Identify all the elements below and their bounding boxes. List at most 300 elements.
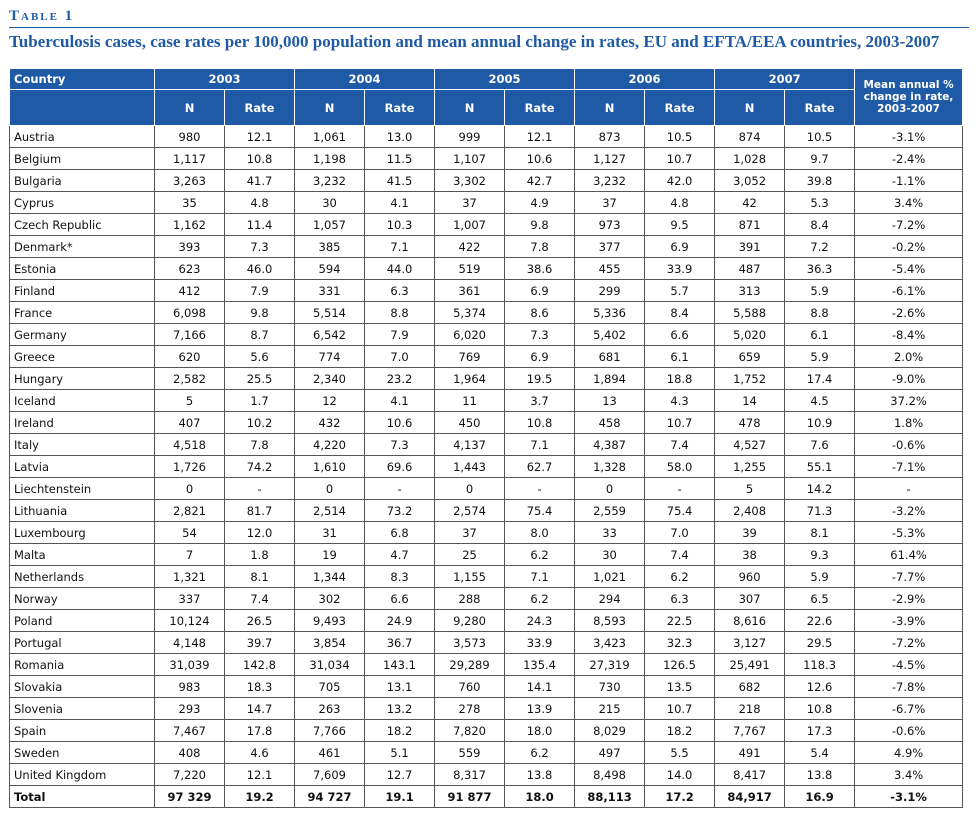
table-row xyxy=(10,654,963,676)
cell-n-2007: 5 xyxy=(715,478,785,500)
cell-rate-2004: 18.2 xyxy=(365,720,435,742)
cell-rate-2003: 12.0 xyxy=(225,522,295,544)
cell-n-2004: 30 xyxy=(295,192,365,214)
cell-n-2007: 3,052 xyxy=(715,170,785,192)
cell-rate-2006: 13.5 xyxy=(645,676,715,698)
cell-n-2004: 2,514 xyxy=(295,500,365,522)
cell-n-2006: 37 xyxy=(575,192,645,214)
cell-n-2006: 3,423 xyxy=(575,632,645,654)
cell-n-2005: 0 xyxy=(435,478,505,500)
table-row xyxy=(10,214,963,236)
cell-n-2007: 478 xyxy=(715,412,785,434)
table-row xyxy=(10,676,963,698)
cell-n-2007: 42 xyxy=(715,192,785,214)
cell-country: Romania xyxy=(10,654,155,676)
cell-rate-2003: 7.9 xyxy=(225,280,295,302)
cell-n-2004: 6,542 xyxy=(295,324,365,346)
total-cell-rate-2006: 17.2 xyxy=(645,786,715,808)
cell-n-2005: 278 xyxy=(435,698,505,720)
cell-n-2006: 1,021 xyxy=(575,566,645,588)
cell-rate-2006: 6.2 xyxy=(645,566,715,588)
cell-mean-change: -2.9% xyxy=(855,588,963,610)
cell-n-2003: 620 xyxy=(155,346,225,368)
cell-n-2003: 6,098 xyxy=(155,302,225,324)
cell-country: Malta xyxy=(10,544,155,566)
cell-rate-2003: 9.8 xyxy=(225,302,295,324)
cell-rate-2003: 8.1 xyxy=(225,566,295,588)
cell-rate-2007: 10.9 xyxy=(785,412,855,434)
cell-country: Estonia xyxy=(10,258,155,280)
table-row xyxy=(10,148,963,170)
table-label: Table 1 xyxy=(9,8,75,24)
cell-rate-2003: 5.6 xyxy=(225,346,295,368)
cell-rate-2004: 6.6 xyxy=(365,588,435,610)
cell-rate-2003: 10.2 xyxy=(225,412,295,434)
cell-n-2007: 14 xyxy=(715,390,785,412)
cell-rate-2003: 7.8 xyxy=(225,434,295,456)
cell-n-2006: 973 xyxy=(575,214,645,236)
table-row xyxy=(10,610,963,632)
cell-mean-change: -7.2% xyxy=(855,214,963,236)
cell-n-2004: 432 xyxy=(295,412,365,434)
cell-n-2005: 1,155 xyxy=(435,566,505,588)
cell-rate-2003: 25.5 xyxy=(225,368,295,390)
cell-n-2006: 8,593 xyxy=(575,610,645,632)
cell-mean-change: - xyxy=(855,478,963,500)
cell-rate-2005: 135.4 xyxy=(505,654,575,676)
table-row xyxy=(10,302,963,324)
cell-n-2004: 31 xyxy=(295,522,365,544)
cell-mean-change: -2.4% xyxy=(855,148,963,170)
cell-rate-2006: 18.8 xyxy=(645,368,715,390)
cell-n-2005: 9,280 xyxy=(435,610,505,632)
cell-n-2003: 980 xyxy=(155,126,225,148)
table-row xyxy=(10,500,963,522)
cell-rate-2003: 10.8 xyxy=(225,148,295,170)
cell-rate-2003: 12.1 xyxy=(225,126,295,148)
cell-rate-2004: 8.8 xyxy=(365,302,435,324)
tuberculosis-table xyxy=(9,68,963,808)
cell-mean-change: -0.6% xyxy=(855,720,963,742)
cell-country: Slovenia xyxy=(10,698,155,720)
cell-n-2003: 4,148 xyxy=(155,632,225,654)
cell-mean-change: -5.4% xyxy=(855,258,963,280)
cell-n-2003: 412 xyxy=(155,280,225,302)
cell-country: Cyprus xyxy=(10,192,155,214)
cell-mean-change: -4.5% xyxy=(855,654,963,676)
cell-n-2005: 1,007 xyxy=(435,214,505,236)
table-row xyxy=(10,566,963,588)
cell-mean-change: 4.9% xyxy=(855,742,963,764)
cell-n-2007: 313 xyxy=(715,280,785,302)
cell-n-2007: 682 xyxy=(715,676,785,698)
cell-n-2007: 391 xyxy=(715,236,785,258)
cell-rate-2007: 5.9 xyxy=(785,280,855,302)
cell-rate-2006: 58.0 xyxy=(645,456,715,478)
cell-rate-2006: 14.0 xyxy=(645,764,715,786)
cell-rate-2004: 69.6 xyxy=(365,456,435,478)
cell-rate-2004: 5.1 xyxy=(365,742,435,764)
cell-n-2006: 2,559 xyxy=(575,500,645,522)
cell-mean-change: -7.8% xyxy=(855,676,963,698)
cell-n-2006: 1,894 xyxy=(575,368,645,390)
cell-n-2003: 623 xyxy=(155,258,225,280)
cell-n-2004: 4,220 xyxy=(295,434,365,456)
cell-rate-2004: 10.3 xyxy=(365,214,435,236)
cell-rate-2007: 71.3 xyxy=(785,500,855,522)
cell-mean-change: 1.8% xyxy=(855,412,963,434)
cell-n-2004: 0 xyxy=(295,478,365,500)
cell-rate-2005: 42.7 xyxy=(505,170,575,192)
cell-country: United Kingdom xyxy=(10,764,155,786)
cell-n-2004: 1,198 xyxy=(295,148,365,170)
cell-rate-2004: 10.6 xyxy=(365,412,435,434)
cell-rate-2003: 11.4 xyxy=(225,214,295,236)
cell-rate-2003: 7.4 xyxy=(225,588,295,610)
cell-rate-2005: 10.6 xyxy=(505,148,575,170)
cell-n-2004: 263 xyxy=(295,698,365,720)
cell-n-2007: 1,028 xyxy=(715,148,785,170)
total-cell-rate-2004: 19.1 xyxy=(365,786,435,808)
cell-n-2005: 1,107 xyxy=(435,148,505,170)
cell-n-2003: 10,124 xyxy=(155,610,225,632)
cell-n-2006: 215 xyxy=(575,698,645,720)
cell-n-2006: 0 xyxy=(575,478,645,500)
cell-n-2003: 983 xyxy=(155,676,225,698)
cell-rate-2007: 7.6 xyxy=(785,434,855,456)
cell-n-2004: 385 xyxy=(295,236,365,258)
cell-mean-change: -0.2% xyxy=(855,236,963,258)
cell-rate-2006: 6.1 xyxy=(645,346,715,368)
cell-rate-2005: 6.9 xyxy=(505,280,575,302)
total-cell-rate-2003: 19.2 xyxy=(225,786,295,808)
cell-rate-2005: 14.1 xyxy=(505,676,575,698)
cell-country: Lithuania xyxy=(10,500,155,522)
cell-rate-2007: 9.3 xyxy=(785,544,855,566)
cell-mean-change: -7.2% xyxy=(855,632,963,654)
total-cell-mean-change: -3.1% xyxy=(855,786,963,808)
cell-mean-change: -8.4% xyxy=(855,324,963,346)
cell-rate-2006: 7.4 xyxy=(645,434,715,456)
cell-rate-2005: 8.6 xyxy=(505,302,575,324)
cell-n-2007: 8,616 xyxy=(715,610,785,632)
cell-n-2004: 774 xyxy=(295,346,365,368)
cell-n-2005: 37 xyxy=(435,522,505,544)
header-n: N xyxy=(155,90,225,126)
cell-rate-2003: 8.7 xyxy=(225,324,295,346)
cell-mean-change: -7.1% xyxy=(855,456,963,478)
cell-rate-2004: 7.9 xyxy=(365,324,435,346)
cell-n-2007: 25,491 xyxy=(715,654,785,676)
cell-n-2005: 1,443 xyxy=(435,456,505,478)
header-year-2004: 2004 xyxy=(295,69,435,90)
cell-country: Italy xyxy=(10,434,155,456)
cell-n-2003: 2,582 xyxy=(155,368,225,390)
cell-n-2005: 288 xyxy=(435,588,505,610)
cell-mean-change: -5.3% xyxy=(855,522,963,544)
title-rule xyxy=(9,27,969,28)
cell-rate-2004: 23.2 xyxy=(365,368,435,390)
cell-country: Slovakia xyxy=(10,676,155,698)
cell-rate-2005: 6.9 xyxy=(505,346,575,368)
cell-n-2006: 4,387 xyxy=(575,434,645,456)
cell-rate-2005: 62.7 xyxy=(505,456,575,478)
cell-n-2003: 5 xyxy=(155,390,225,412)
table-row xyxy=(10,544,963,566)
cell-n-2005: 5,374 xyxy=(435,302,505,324)
table-body xyxy=(10,126,963,808)
cell-n-2004: 1,061 xyxy=(295,126,365,148)
cell-rate-2005: 33.9 xyxy=(505,632,575,654)
cell-n-2003: 0 xyxy=(155,478,225,500)
cell-n-2006: 30 xyxy=(575,544,645,566)
cell-rate-2007: 8.4 xyxy=(785,214,855,236)
table-row xyxy=(10,742,963,764)
cell-rate-2007: 13.8 xyxy=(785,764,855,786)
header-rate: Rate xyxy=(785,90,855,126)
header-rate: Rate xyxy=(365,90,435,126)
header-rate: Rate xyxy=(645,90,715,126)
cell-rate-2007: 118.3 xyxy=(785,654,855,676)
header-mean-annual-change: Mean annual % change in rate, 2003-2007 xyxy=(855,69,963,126)
cell-rate-2007: 55.1 xyxy=(785,456,855,478)
cell-rate-2006: 75.4 xyxy=(645,500,715,522)
cell-rate-2005: 24.3 xyxy=(505,610,575,632)
total-cell-country: Total xyxy=(10,786,155,808)
cell-rate-2004: 41.5 xyxy=(365,170,435,192)
cell-n-2006: 5,402 xyxy=(575,324,645,346)
cell-rate-2005: 7.3 xyxy=(505,324,575,346)
total-cell-n-2006: 88,113 xyxy=(575,786,645,808)
cell-rate-2007: 5.4 xyxy=(785,742,855,764)
cell-n-2005: 559 xyxy=(435,742,505,764)
header-n: N xyxy=(575,90,645,126)
cell-n-2005: 11 xyxy=(435,390,505,412)
cell-n-2005: 2,574 xyxy=(435,500,505,522)
cell-mean-change: 3.4% xyxy=(855,192,963,214)
cell-n-2006: 5,336 xyxy=(575,302,645,324)
cell-n-2005: 29,289 xyxy=(435,654,505,676)
cell-n-2003: 1,321 xyxy=(155,566,225,588)
cell-rate-2004: 7.1 xyxy=(365,236,435,258)
cell-n-2003: 54 xyxy=(155,522,225,544)
cell-rate-2005: 6.2 xyxy=(505,588,575,610)
cell-n-2007: 39 xyxy=(715,522,785,544)
cell-rate-2005: 18.0 xyxy=(505,720,575,742)
cell-rate-2007: 4.5 xyxy=(785,390,855,412)
cell-n-2004: 5,514 xyxy=(295,302,365,324)
cell-rate-2006: 33.9 xyxy=(645,258,715,280)
cell-country: Sweden xyxy=(10,742,155,764)
cell-rate-2003: 1.7 xyxy=(225,390,295,412)
cell-rate-2007: 5.9 xyxy=(785,346,855,368)
cell-n-2003: 7,467 xyxy=(155,720,225,742)
cell-n-2005: 760 xyxy=(435,676,505,698)
cell-mean-change: -3.2% xyxy=(855,500,963,522)
cell-rate-2003: - xyxy=(225,478,295,500)
cell-rate-2007: 6.5 xyxy=(785,588,855,610)
cell-n-2004: 2,340 xyxy=(295,368,365,390)
cell-n-2003: 7 xyxy=(155,544,225,566)
cell-rate-2007: 8.1 xyxy=(785,522,855,544)
cell-country: Liechtenstein xyxy=(10,478,155,500)
cell-rate-2004: 24.9 xyxy=(365,610,435,632)
cell-rate-2007: 6.1 xyxy=(785,324,855,346)
cell-n-2006: 3,232 xyxy=(575,170,645,192)
total-cell-n-2004: 94 727 xyxy=(295,786,365,808)
cell-rate-2007: 29.5 xyxy=(785,632,855,654)
cell-rate-2007: 7.2 xyxy=(785,236,855,258)
cell-n-2007: 960 xyxy=(715,566,785,588)
cell-mean-change: -6.7% xyxy=(855,698,963,720)
cell-mean-change: 2.0% xyxy=(855,346,963,368)
cell-rate-2003: 4.8 xyxy=(225,192,295,214)
header-year-2003: 2003 xyxy=(155,69,295,90)
cell-n-2003: 1,726 xyxy=(155,456,225,478)
cell-n-2007: 307 xyxy=(715,588,785,610)
cell-n-2003: 3,263 xyxy=(155,170,225,192)
cell-n-2006: 458 xyxy=(575,412,645,434)
cell-country: Greece xyxy=(10,346,155,368)
cell-n-2003: 337 xyxy=(155,588,225,610)
cell-rate-2003: 17.8 xyxy=(225,720,295,742)
cell-n-2005: 1,964 xyxy=(435,368,505,390)
header-n: N xyxy=(295,90,365,126)
cell-n-2006: 730 xyxy=(575,676,645,698)
cell-n-2004: 3,854 xyxy=(295,632,365,654)
cell-rate-2006: 10.5 xyxy=(645,126,715,148)
cell-n-2005: 519 xyxy=(435,258,505,280)
cell-mean-change: -3.1% xyxy=(855,126,963,148)
table-row xyxy=(10,324,963,346)
cell-rate-2006: 9.5 xyxy=(645,214,715,236)
cell-country: Norway xyxy=(10,588,155,610)
cell-n-2004: 7,609 xyxy=(295,764,365,786)
cell-n-2007: 659 xyxy=(715,346,785,368)
cell-n-2007: 218 xyxy=(715,698,785,720)
cell-rate-2006: 126.5 xyxy=(645,654,715,676)
cell-n-2004: 1,057 xyxy=(295,214,365,236)
cell-rate-2004: 73.2 xyxy=(365,500,435,522)
cell-n-2003: 35 xyxy=(155,192,225,214)
cell-rate-2004: 36.7 xyxy=(365,632,435,654)
cell-n-2005: 8,317 xyxy=(435,764,505,786)
cell-rate-2007: 9.7 xyxy=(785,148,855,170)
cell-n-2005: 3,573 xyxy=(435,632,505,654)
cell-rate-2004: 4.1 xyxy=(365,192,435,214)
cell-mean-change: -6.1% xyxy=(855,280,963,302)
cell-rate-2005: 12.1 xyxy=(505,126,575,148)
cell-rate-2006: 4.3 xyxy=(645,390,715,412)
cell-rate-2004: 13.2 xyxy=(365,698,435,720)
cell-n-2005: 37 xyxy=(435,192,505,214)
cell-country: Iceland xyxy=(10,390,155,412)
cell-country: France xyxy=(10,302,155,324)
cell-n-2003: 1,117 xyxy=(155,148,225,170)
cell-rate-2004: 4.1 xyxy=(365,390,435,412)
cell-mean-change: -1.1% xyxy=(855,170,963,192)
cell-n-2003: 7,220 xyxy=(155,764,225,786)
cell-n-2004: 1,610 xyxy=(295,456,365,478)
cell-n-2005: 999 xyxy=(435,126,505,148)
cell-rate-2003: 26.5 xyxy=(225,610,295,632)
cell-n-2007: 3,127 xyxy=(715,632,785,654)
cell-country: Netherlands xyxy=(10,566,155,588)
cell-rate-2006: 22.5 xyxy=(645,610,715,632)
header-n: N xyxy=(715,90,785,126)
cell-rate-2006: 10.7 xyxy=(645,412,715,434)
cell-n-2007: 8,417 xyxy=(715,764,785,786)
cell-n-2005: 3,302 xyxy=(435,170,505,192)
cell-rate-2004: 6.3 xyxy=(365,280,435,302)
cell-rate-2006: 32.3 xyxy=(645,632,715,654)
cell-rate-2006: 42.0 xyxy=(645,170,715,192)
cell-rate-2005: 7.8 xyxy=(505,236,575,258)
cell-n-2006: 27,319 xyxy=(575,654,645,676)
cell-n-2006: 294 xyxy=(575,588,645,610)
cell-rate-2004: 143.1 xyxy=(365,654,435,676)
cell-rate-2005: 4.9 xyxy=(505,192,575,214)
cell-n-2007: 871 xyxy=(715,214,785,236)
cell-rate-2004: 7.3 xyxy=(365,434,435,456)
cell-n-2007: 1,255 xyxy=(715,456,785,478)
cell-rate-2004: 13.0 xyxy=(365,126,435,148)
cell-mean-change: -9.0% xyxy=(855,368,963,390)
cell-n-2006: 455 xyxy=(575,258,645,280)
cell-n-2004: 7,766 xyxy=(295,720,365,742)
cell-rate-2004: 6.8 xyxy=(365,522,435,544)
cell-rate-2007: 5.9 xyxy=(785,566,855,588)
header-rate: Rate xyxy=(225,90,295,126)
header-year-2007: 2007 xyxy=(715,69,855,90)
cell-rate-2003: 81.7 xyxy=(225,500,295,522)
cell-n-2007: 874 xyxy=(715,126,785,148)
header-rate: Rate xyxy=(505,90,575,126)
cell-n-2006: 497 xyxy=(575,742,645,764)
cell-rate-2003: 18.3 xyxy=(225,676,295,698)
table-row xyxy=(10,698,963,720)
cell-country: Denmark* xyxy=(10,236,155,258)
header-year-2005: 2005 xyxy=(435,69,575,90)
cell-rate-2007: 22.6 xyxy=(785,610,855,632)
cell-rate-2006: 5.7 xyxy=(645,280,715,302)
total-row xyxy=(10,786,963,808)
cell-n-2003: 393 xyxy=(155,236,225,258)
cell-rate-2006: 7.4 xyxy=(645,544,715,566)
cell-country: Czech Republic xyxy=(10,214,155,236)
cell-country: Spain xyxy=(10,720,155,742)
table-row xyxy=(10,720,963,742)
cell-mean-change: 3.4% xyxy=(855,764,963,786)
cell-country: Belgium xyxy=(10,148,155,170)
cell-n-2007: 5,588 xyxy=(715,302,785,324)
cell-mean-change: -3.9% xyxy=(855,610,963,632)
cell-rate-2007: 8.8 xyxy=(785,302,855,324)
cell-rate-2007: 39.8 xyxy=(785,170,855,192)
cell-n-2003: 2,821 xyxy=(155,500,225,522)
cell-rate-2003: 74.2 xyxy=(225,456,295,478)
cell-n-2007: 2,408 xyxy=(715,500,785,522)
cell-rate-2005: 10.8 xyxy=(505,412,575,434)
cell-n-2003: 408 xyxy=(155,742,225,764)
cell-rate-2005: 6.2 xyxy=(505,742,575,764)
cell-n-2004: 3,232 xyxy=(295,170,365,192)
cell-n-2004: 19 xyxy=(295,544,365,566)
table-row xyxy=(10,390,963,412)
cell-rate-2006: 4.8 xyxy=(645,192,715,214)
table-row xyxy=(10,236,963,258)
cell-rate-2007: 12.6 xyxy=(785,676,855,698)
